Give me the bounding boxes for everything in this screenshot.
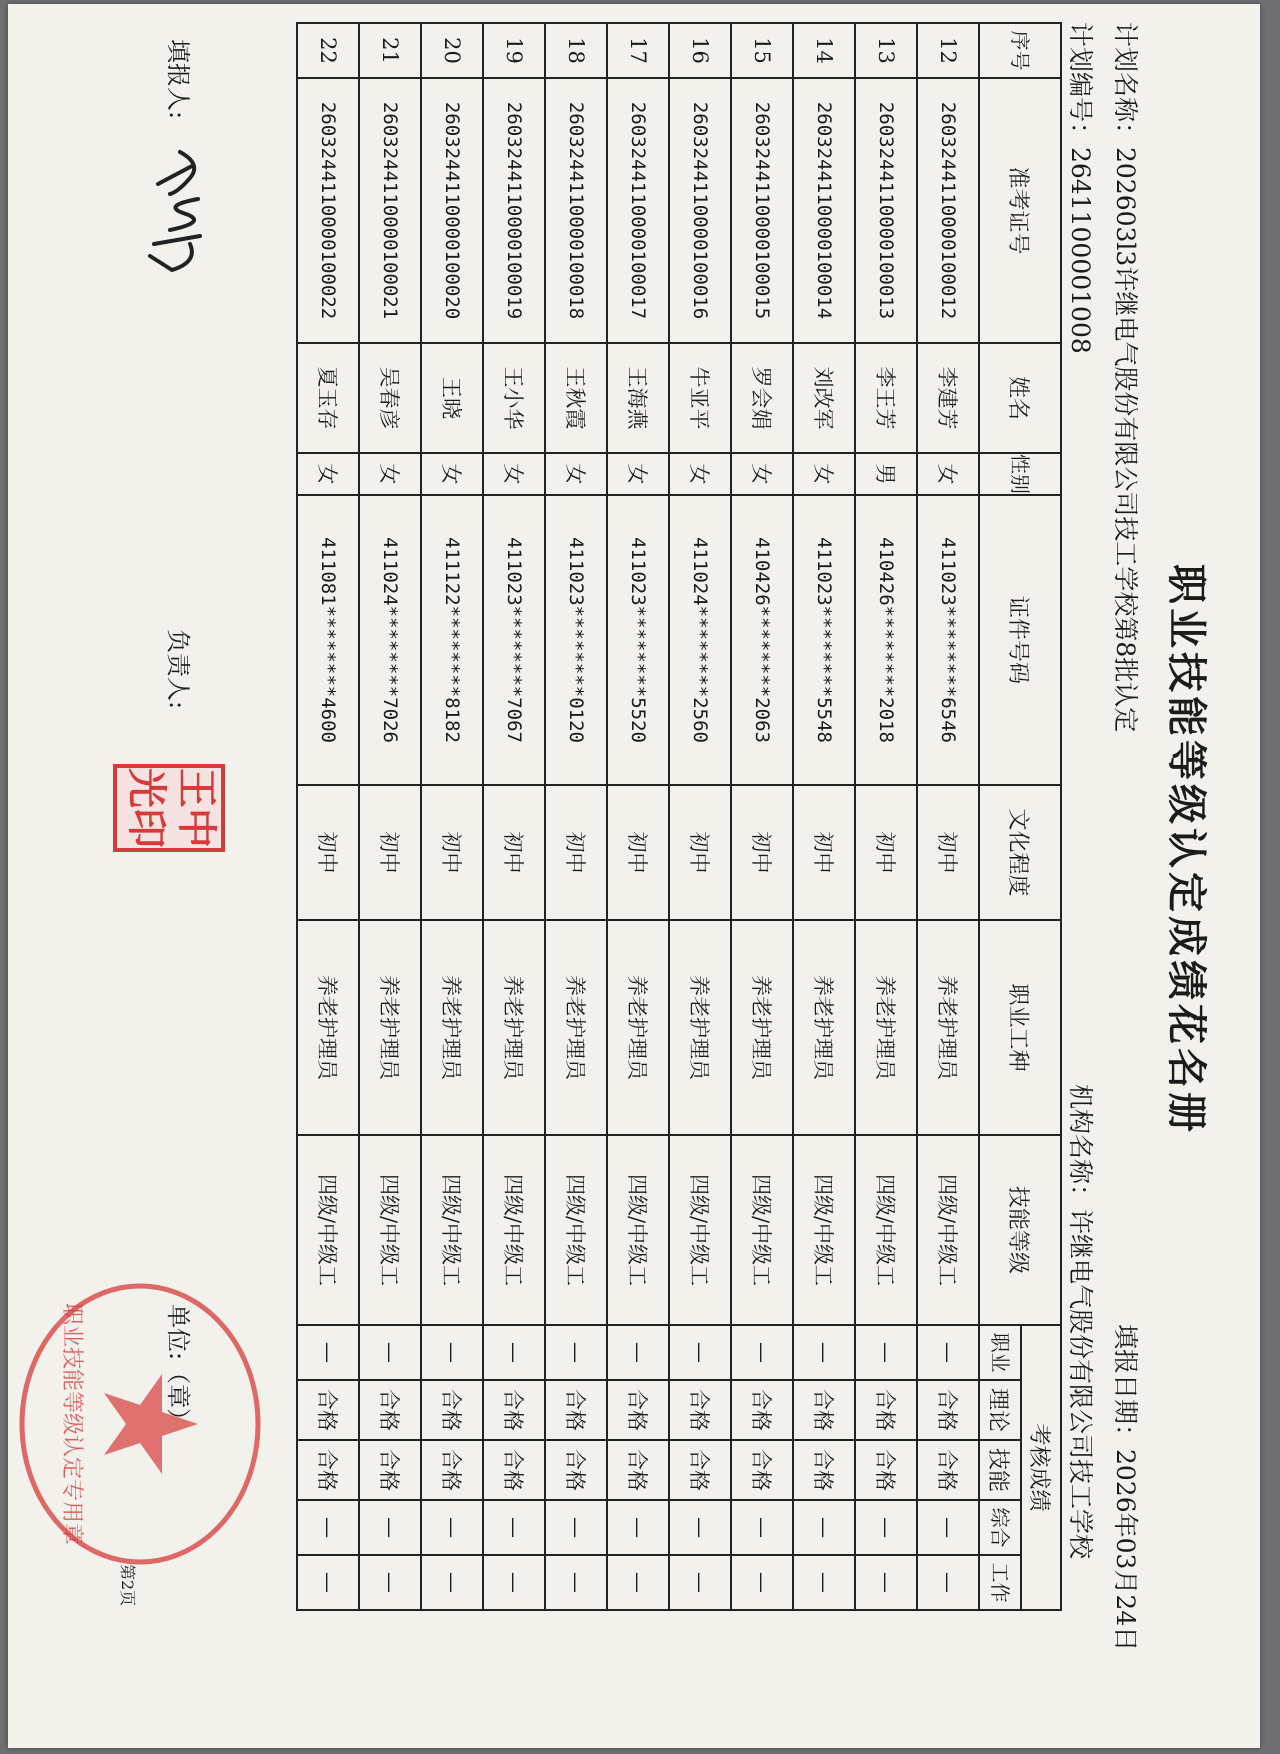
cell-occupation: 养老护理员 [793,920,855,1135]
cell-name: 罗会娟 [731,343,793,453]
cell-gender: 男 [855,453,917,495]
cell-skill-level: 四级/中级工 [607,1135,669,1325]
cell-skill-level: 四级/中级工 [297,1135,359,1325]
cell-skill: 合格 [545,1440,607,1500]
cell-id-number: 411081********4600 [297,495,359,785]
cell-work: — [793,1555,855,1610]
cell-skill: 合格 [855,1440,917,1500]
cell-career: — [731,1325,793,1380]
table-row [793,23,855,1610]
header-occupation: 职业工种 [979,920,1061,1135]
cell-seq: 18 [545,23,607,78]
cell-comprehensive: — [669,1500,731,1555]
cell-education: 初中 [607,785,669,920]
cell-gender: 女 [607,453,669,495]
header-education: 文化程度 [979,785,1061,920]
cell-skill-level: 四级/中级工 [483,1135,545,1325]
header-skill-level: 技能等级 [979,1135,1061,1325]
cell-seq: 22 [297,23,359,78]
filler-label: 填报人: [164,39,192,120]
cell-theory: 合格 [545,1380,607,1440]
official-stamp [10,1274,270,1574]
document-title: 职业技能等级认定成绩花名册 [1163,564,1210,1136]
cell-name: 牛亚平 [669,343,731,453]
header-results: 考核成绩 [1021,1325,1061,1610]
table-row [669,23,731,1610]
cell-occupation: 养老护理员 [917,920,979,1135]
cell-skill-level: 四级/中级工 [669,1135,731,1325]
header-skill: 技能 [979,1440,1021,1500]
cell-theory: 合格 [297,1380,359,1440]
cell-id-number: 411023********0120 [545,495,607,785]
cell-exam-number: 2603244110000100018 [545,78,607,343]
fill-date: 填报日期：2026年03月24日 [1111,1324,1140,1652]
cell-career: — [297,1325,359,1380]
cell-skill: 合格 [421,1440,483,1500]
cell-exam-number: 2603244110000100013 [855,78,917,343]
cell-occupation: 养老护理员 [669,920,731,1135]
cell-seq: 12 [917,23,979,78]
cell-work: — [483,1555,545,1610]
cell-exam-number: 2603244110000100017 [607,78,669,343]
cell-comprehensive: — [421,1500,483,1555]
cell-id-number: 411023********7067 [483,495,545,785]
plan-name: 计划名称：202603l3许继电气股份有限公司技工学校第8批认定 [1111,22,1140,733]
cell-seq: 15 [731,23,793,78]
cell-name: 吴春彦 [359,343,421,453]
cell-id-number: 411122********8182 [421,495,483,785]
unit-label: 单位:（章） [164,1304,192,1433]
cell-seq: 19 [483,23,545,78]
cell-work: — [421,1555,483,1610]
cell-work: — [297,1555,359,1610]
cell-comprehensive: — [731,1500,793,1555]
cell-occupation: 养老护理员 [359,920,421,1135]
cell-occupation: 养老护理员 [297,920,359,1135]
cell-skill: 合格 [483,1440,545,1500]
cell-exam-number: 2603244110000100012 [917,78,979,343]
cell-skill: 合格 [297,1440,359,1500]
header-exam-number: 准考证号 [979,78,1061,343]
table-row [917,23,979,1610]
cell-work: — [855,1555,917,1610]
cell-career: — [483,1325,545,1380]
cell-comprehensive: — [359,1500,421,1555]
cell-gender: 女 [669,453,731,495]
cell-skill-level: 四级/中级工 [359,1135,421,1325]
cell-skill-level: 四级/中级工 [545,1135,607,1325]
seal-text-bottom: 光印 [123,768,169,848]
cell-comprehensive: — [483,1500,545,1555]
table-row [607,23,669,1610]
organization-name: 机构名称：许继电气股份有限公司技工学校 [1066,1084,1095,1560]
cell-career: — [669,1325,731,1380]
cell-seq: 20 [421,23,483,78]
cell-occupation: 养老护理员 [607,920,669,1135]
cell-id-number: 410426********2063 [731,495,793,785]
cell-career: — [607,1325,669,1380]
cell-exam-number: 2603244110000100016 [669,78,731,343]
cell-comprehensive: — [917,1500,979,1555]
cell-career: — [545,1325,607,1380]
cell-id-number: 411023********6546 [917,495,979,785]
cell-education: 初中 [793,785,855,920]
cell-exam-number: 2603244110000100020 [421,78,483,343]
cell-id-number: 410426********2018 [855,495,917,785]
cell-seq: 14 [793,23,855,78]
table-row [855,23,917,1610]
header-name: 姓名 [979,343,1061,453]
cell-comprehensive: — [793,1500,855,1555]
cell-skill-level: 四级/中级工 [917,1135,979,1325]
cell-skill-level: 四级/中级工 [793,1135,855,1325]
seal-text-top: 王中 [173,768,219,848]
cell-id-number: 411024********7026 [359,495,421,785]
cell-theory: 合格 [917,1380,979,1440]
cell-exam-number: 2603244110000100019 [483,78,545,343]
cell-skill: 合格 [607,1440,669,1500]
cell-occupation: 养老护理员 [855,920,917,1135]
cell-exam-number: 2603244110000100022 [297,78,359,343]
cell-theory: 合格 [421,1380,483,1440]
cell-seq: 17 [607,23,669,78]
cell-id-number: 411024********2560 [669,495,731,785]
cell-theory: 合格 [483,1380,545,1440]
cell-seq: 13 [855,23,917,78]
personal-name-seal [113,764,225,852]
cell-gender: 女 [483,453,545,495]
cell-work: — [917,1555,979,1610]
cell-gender: 女 [359,453,421,495]
header-comprehensive: 综合 [979,1500,1021,1555]
cell-seq: 21 [359,23,421,78]
header-career: 职业 [979,1325,1021,1380]
cell-education: 初中 [483,785,545,920]
handwritten-signature [140,144,220,284]
cell-education: 初中 [731,785,793,920]
leader-label: 负责人: [164,629,192,710]
cell-exam-number: 2603244110000100021 [359,78,421,343]
cell-exam-number: 2603244110000100014 [793,78,855,343]
cell-education: 初中 [297,785,359,920]
plan-number: 计划编号：2641100001008 [1066,22,1095,354]
cell-work: — [359,1555,421,1610]
header-work: 工作 [979,1555,1021,1610]
cell-gender: 女 [421,453,483,495]
cell-name: 王秋霞 [545,343,607,453]
cell-education: 初中 [359,785,421,920]
cell-occupation: 养老护理员 [731,920,793,1135]
header-gender: 性别 [979,453,1061,495]
cell-work: — [731,1555,793,1610]
cell-name: 李王芳 [855,343,917,453]
rotated-document-page [8,4,1260,1748]
cell-occupation: 养老护理员 [483,920,545,1135]
cell-career: — [793,1325,855,1380]
cell-work: — [669,1555,731,1610]
cell-education: 初中 [421,785,483,920]
cell-gender: 女 [793,453,855,495]
cell-career: — [855,1325,917,1380]
cell-skill-level: 四级/中级工 [855,1135,917,1325]
header-id-number: 证件号码 [979,495,1061,785]
cell-skill: 合格 [731,1440,793,1500]
cell-id-number: 411023********5548 [793,495,855,785]
page-number: 第2页 [118,1564,137,1607]
cell-education: 初中 [669,785,731,920]
cell-exam-number: 2603244110000100015 [731,78,793,343]
cell-name: 王海燕 [607,343,669,453]
cell-theory: 合格 [855,1380,917,1440]
cell-education: 初中 [917,785,979,920]
cell-comprehensive: — [855,1500,917,1555]
header-theory: 理论 [979,1380,1021,1440]
cell-skill: 合格 [669,1440,731,1500]
cell-education: 初中 [855,785,917,920]
cell-name: 夏玉存 [297,343,359,453]
cell-education: 初中 [545,785,607,920]
cell-comprehensive: — [607,1500,669,1555]
table-row [421,23,483,1610]
cell-seq: 16 [669,23,731,78]
table-row [545,23,607,1610]
header-seq: 序号 [979,23,1061,78]
cell-skill-level: 四级/中级工 [421,1135,483,1325]
score-roster-table [296,22,1062,1611]
cell-gender: 女 [731,453,793,495]
cell-work: — [607,1555,669,1610]
cell-occupation: 养老护理员 [421,920,483,1135]
cell-skill-level: 四级/中级工 [731,1135,793,1325]
cell-work: — [545,1555,607,1610]
cell-skill: 合格 [917,1440,979,1500]
cell-skill: 合格 [793,1440,855,1500]
cell-name: 王小华 [483,343,545,453]
table-row [731,23,793,1610]
stamp-text: 职业技能等级认定专用章 [59,1302,84,1546]
cell-career: — [421,1325,483,1380]
cell-theory: 合格 [793,1380,855,1440]
cell-comprehensive: — [545,1500,607,1555]
cell-id-number: 411023********5520 [607,495,669,785]
cell-theory: 合格 [669,1380,731,1440]
cell-career: — [359,1325,421,1380]
cell-theory: 合格 [607,1380,669,1440]
cell-gender: 女 [917,453,979,495]
cell-career: — [917,1325,979,1380]
table-row [297,23,359,1610]
cell-name: 刘改军 [793,343,855,453]
cell-theory: 合格 [359,1380,421,1440]
cell-skill: 合格 [359,1440,421,1500]
cell-gender: 女 [545,453,607,495]
cell-comprehensive: — [297,1500,359,1555]
scanned-paper [8,4,1260,1748]
table-row [483,23,545,1610]
cell-name: 王晓 [421,343,483,453]
cell-gender: 女 [297,453,359,495]
table-row [359,23,421,1610]
cell-name: 李建芳 [917,343,979,453]
cell-theory: 合格 [731,1380,793,1440]
cell-occupation: 养老护理员 [545,920,607,1135]
